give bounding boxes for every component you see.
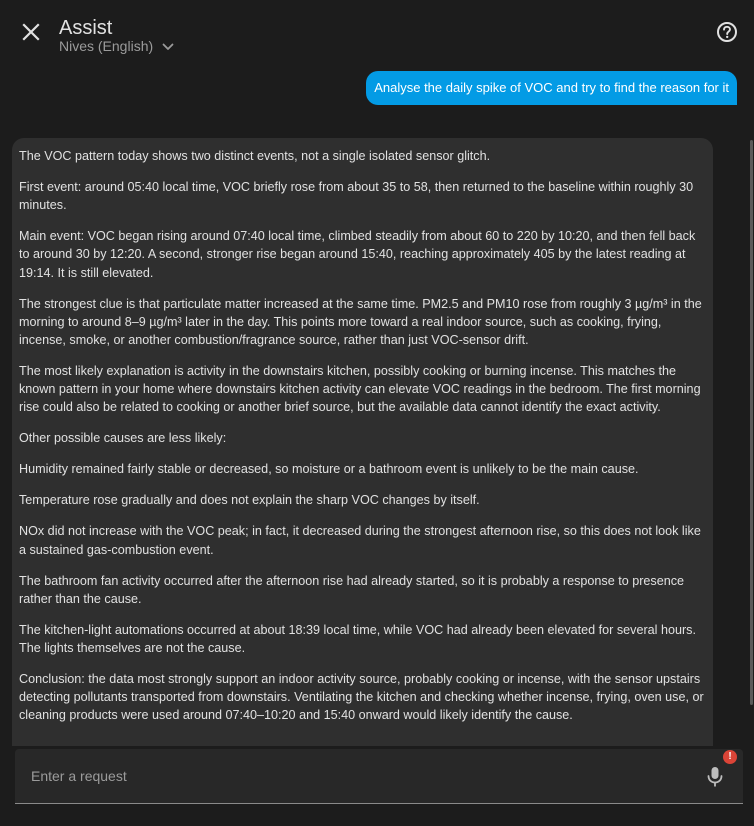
- request-input[interactable]: [15, 749, 675, 803]
- assistant-paragraph: Main event: VOC began rising around 07:40 local time, climbed steadily from about 60 to 220 by 10:20, and then fell back to around 30 by 12:20. A second, stronger rise began around 15:40, reaching approximately 405 by the latest reading at 19:14. It is still elevated.: [19, 229, 696, 280]
- dialog-title: Assist: [59, 17, 113, 39]
- microphone-button[interactable]: [704, 765, 726, 789]
- close-button[interactable]: [14, 15, 48, 49]
- user-message: Analyse the daily spike of VOC and try to find the reason for it: [366, 71, 737, 105]
- help-button[interactable]: [710, 15, 744, 49]
- close-icon: [22, 23, 40, 41]
- request-input-container: [15, 749, 743, 804]
- assistant-paragraph: The kitchen-light automations occurred at about 18:39 local time, while VOC had already been elevated for several hours. The lights themselves are not the cause.: [19, 622, 696, 656]
- chevron-down-icon: [162, 43, 174, 51]
- pipeline-selector[interactable]: [59, 38, 174, 54]
- assistant-paragraph: Humidity remained fairly stable or decreased, so moisture or a bathroom event is unlikely to be the main cause.: [19, 462, 639, 477]
- pipeline-label: Nives (English): [59, 38, 154, 54]
- microphone-icon: [707, 766, 723, 788]
- assistant-message: [12, 138, 713, 746]
- scrollbar-thumb[interactable]: [750, 140, 753, 705]
- assistant-paragraph: NOx did not increase with the VOC peak; in fact, it decreased during the strongest afternoon rise, so this does not look like a sustained gas-combustion event.: [19, 524, 701, 557]
- assistant-paragraph: The VOC pattern today shows two distinct events, not a single isolated sensor glitch.: [19, 149, 491, 163]
- assistant-paragraph: Conclusion: the data most strongly support an indoor activity source, probably cooking or incense, with the sensor upstairs detecting pollutants transported from downstairs. Ventilating the kitchen and checking whether incense, frying, oven use, or cleaning products were used around 07:40–10:20 and 15:40 onward would likely identify the cause.: [19, 672, 704, 723]
- assistant-paragraph: The bathroom fan activity occurred after the afternoon rise had already started, so it is probably a response to presence rather than the cause.: [19, 573, 685, 606]
- assistant-paragraph: First event: around 05:40 local time, VOC briefly rose from about 35 to 58, then returned to the baseline within roughly 30 minutes.: [19, 180, 694, 213]
- help-circle-icon: [716, 21, 738, 43]
- assistant-paragraph: The strongest clue is that particulate matter increased at the same time. PM2.5 and PM10 rose from roughly 3 µg/m³ in the morning to around 8–9 µg/m³ later in the day. This points more toward a real indoor source, such as cooking, frying, incense, smoke, or another combustion/fragrance source, rather than just VOC-sensor drift.: [19, 296, 702, 348]
- dialog-header: [0, 0, 754, 64]
- assistant-paragraph: Other possible causes are less likely:: [19, 431, 227, 446]
- assistant-paragraph: Temperature rose gradually and does not explain the sharp VOC changes by itself.: [19, 493, 480, 508]
- assistant-paragraph: The most likely explanation is activity in the downstairs kitchen, possibly cooking or burning incense. This matches the known pattern in your home where downstairs kitchen activity can elevate VOC readings in the bedroom. The first morning rise could also be related to cooking or another brief source, but the available data cannot identify the exact activity.: [19, 364, 701, 415]
- alert-badge-icon: !: [723, 750, 737, 764]
- conversation-area[interactable]: [0, 64, 754, 746]
